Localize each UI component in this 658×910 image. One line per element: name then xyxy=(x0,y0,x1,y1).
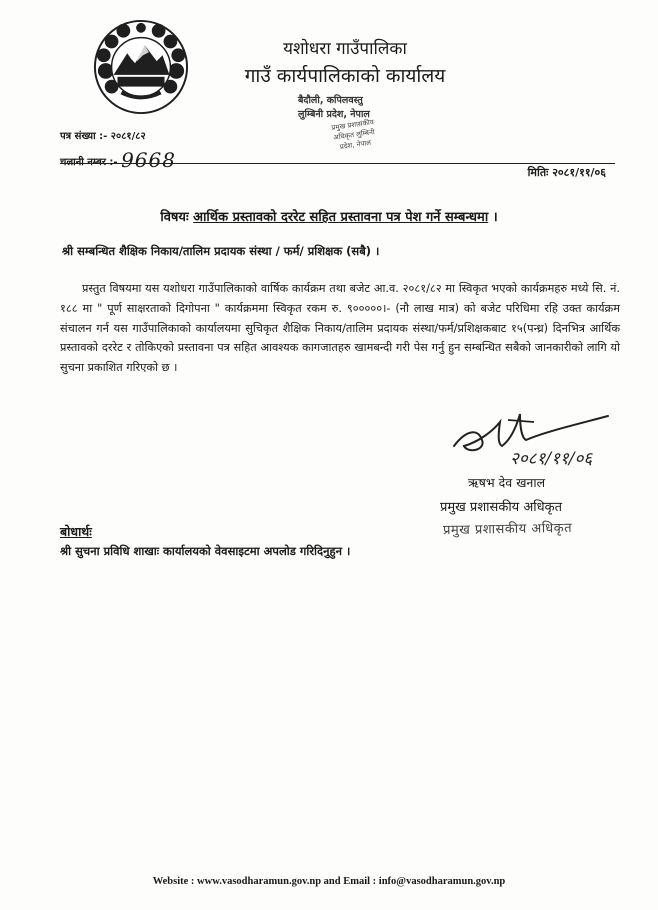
date-label: मितिः xyxy=(527,166,549,179)
addressee: श्री सम्बन्धित शैक्षिक निकाय/तालिम प्रदायक संस्था / फर्म/ प्रशिक्षक (सबै) । xyxy=(62,244,380,258)
letter-number-label: पत्र संख्या :- xyxy=(60,131,108,142)
subject-end: । xyxy=(492,210,498,225)
signature-date: २०८१/११/०६ xyxy=(510,449,593,469)
dispatch-number-value: 9668 xyxy=(121,148,176,172)
dispatch-number-label: चलानी नम्बर :- xyxy=(60,157,118,168)
org-name: यशोधरा गाउँपालिका xyxy=(283,39,407,59)
letter-body: प्रस्तुत विषयमा यस यशोधरा गाउँपालिकाको वार्षिक कार्यक्रम तथा बजेट आ.व. २०८१/८२ मा स्विकृत भएको कार्यक्रमहरु मध्ये सि. नं. १८८ मा " पूर्ण साक्षरताको दिगोपना " कार्यक्रममा स्विकृत रकम रु. ९०००००।- (नौ लाख मात्र) को बजेट परिधिमा रहि उक्त कार्यक्रम संचालन गर्न यस गाउँपालिकाको कार्यालयमा सुचिकृत शैक्षिक निकाय/तालिम प्रदायक संस्था/फर्म/प्रशिक्षकबाट १५(पन्ध्र) दिनभित्र आर्थिक प्रस्तावको दररेट र तोकिएको प्रस्तावना पत्र सहित आवश्यक कागजातहरु खामबन्दी गरी पेस गर्नु हुन सम्बन्धित सबैको जानकारीको लागि यो सुचना प्रकाशित गरिएको छ । xyxy=(60,282,620,375)
signer-title: प्रमुख प्रशासकीय अधिकृत xyxy=(440,500,563,515)
dispatch-number xyxy=(60,146,176,170)
letter-date xyxy=(528,165,606,180)
signer-title-stamp: प्रमुख प्रशासकीय अधिकृत xyxy=(442,520,573,539)
cc-heading: बोधार्थः xyxy=(60,524,92,539)
address-line-1: बैदौली, कपिलवस्तु xyxy=(298,95,363,106)
office-name: गाउँ कार्यपालिकाको कार्यालय xyxy=(244,65,446,87)
letter-number xyxy=(60,128,146,142)
date-value: २०८१/११/०६ xyxy=(552,166,606,179)
letter-body-wrapper xyxy=(60,279,620,378)
letter-number-value: २०८१/८२ xyxy=(110,131,146,142)
subject-label: विषयः xyxy=(160,210,189,225)
municipality-emblem-icon xyxy=(92,18,190,116)
address-line-2: लुम्बिनी प्रदेश, नेपाल xyxy=(298,109,370,120)
footer-contact: Website : www.vasodharamun.gov.np and Email : info@vasodharamun.gov.np xyxy=(152,876,506,887)
signer-name: ऋषभ देव खनाल xyxy=(468,475,546,490)
signature-image xyxy=(448,402,618,474)
office-stamp-small: प्रमुख प्रशासकीय अधिकृत लुम्बिनी प्रदेश, नेपाल xyxy=(330,118,376,152)
cc-line: श्री सुचना प्रविधि शाखाः कार्यालयको वेवसाइटमा अपलोड गरिदिनुहुन । xyxy=(60,544,351,558)
subject-line xyxy=(0,207,658,225)
header-divider xyxy=(60,163,615,164)
subject-text: आर्थिक प्रस्तावको दररेट सहित प्रस्तावना पत्र पेश गर्ने सम्बन्धमा xyxy=(193,210,489,225)
